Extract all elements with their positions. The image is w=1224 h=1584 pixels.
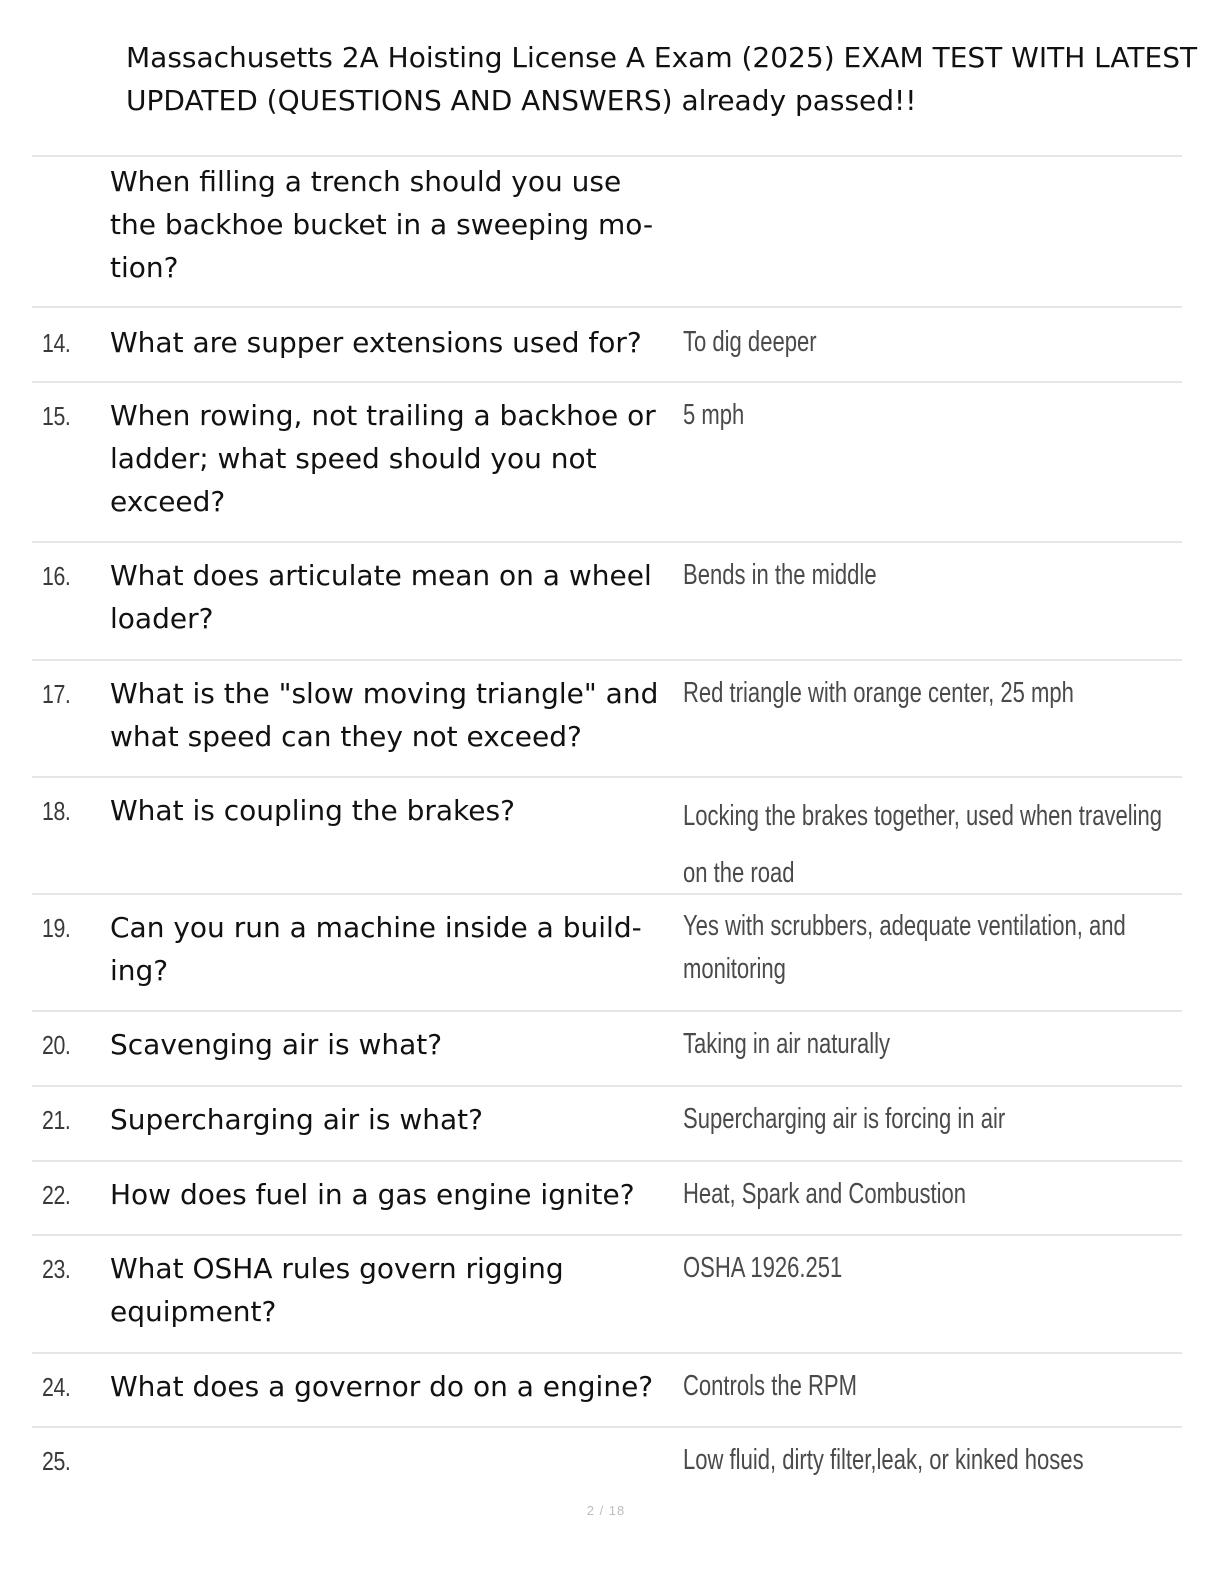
answer-text: Low fluid, dirty filter,leak, or kinked hoses <box>683 1444 1084 1476</box>
question-text: What does articulate mean on a wheel loader? <box>110 559 652 635</box>
row-number: 20. <box>42 1030 71 1060</box>
answer-text: Taking in air naturally <box>683 1028 891 1060</box>
row-number: 25. <box>42 1446 71 1476</box>
answer-text: Controls the RPM <box>683 1370 857 1402</box>
row-number: 16. <box>42 561 71 591</box>
question-text: Can you run a machine inside a build- ing? <box>110 911 642 987</box>
question-text: What is coupling the brakes? <box>110 794 515 827</box>
page-number: 2 / 18 <box>586 1503 626 1518</box>
question-text: When rowing, not trailing a backhoe or ladder; what speed should you not exceed? <box>110 399 656 518</box>
title-line-2: UPDATED (QUESTIONS AND ANSWERS) already passed!! <box>126 84 917 117</box>
question-text: Supercharging air is what? <box>110 1103 483 1136</box>
question-text: What is the "slow moving triangle" and what speed can they not exceed? <box>110 677 659 753</box>
table-row <box>32 659 1182 776</box>
answer-text: To dig deeper <box>683 326 817 358</box>
table-row <box>32 1234 1182 1352</box>
answer-text: Yes with scrubbers, adequate ventilation, and monitoring <box>683 910 1126 985</box>
table-row <box>32 893 1182 1010</box>
table-row <box>32 1085 1182 1160</box>
row-number: 18. <box>42 796 71 826</box>
table-row <box>32 155 1182 306</box>
row-number: 21. <box>42 1105 71 1135</box>
answer-text: Red triangle with orange center, 25 mph <box>683 677 1074 709</box>
answer-text: Bends in the middle <box>683 559 877 591</box>
row-number: 15. <box>42 401 71 431</box>
table-row <box>32 1426 1182 1496</box>
qa-table <box>32 155 1182 1496</box>
answer-text: Supercharging air is forcing in air <box>683 1103 1006 1135</box>
table-row <box>32 306 1182 381</box>
answer-text: OSHA 1926.251 <box>683 1252 843 1284</box>
table-row <box>32 1010 1182 1085</box>
title-line-1: Massachusetts 2A Hoisting License A Exam (2025) EXAM TEST WITH LATEST <box>126 41 1198 74</box>
question-text: Scavenging air is what? <box>110 1028 443 1061</box>
question-text: What does a governor do on a engine? <box>110 1370 654 1403</box>
question-text: What are supper extensions used for? <box>110 326 642 359</box>
table-row <box>32 381 1182 541</box>
row-number: 17. <box>42 679 71 709</box>
question-text: What OSHA rules govern rigging equipment? <box>110 1252 564 1328</box>
row-number: 23. <box>42 1254 71 1284</box>
row-number: 14. <box>42 328 71 358</box>
answer-text: Heat, Spark and Combustion <box>683 1178 967 1210</box>
document-title <box>126 36 1224 122</box>
answer-text: 5 mph <box>683 399 745 431</box>
row-number: 19. <box>42 913 71 943</box>
row-number: 22. <box>42 1180 71 1210</box>
table-row <box>32 1160 1182 1234</box>
question-text: When filling a trench should you use the backhoe bucket in a sweeping mo- tion? <box>110 165 654 284</box>
row-number: 24. <box>42 1372 71 1402</box>
table-row <box>32 541 1182 659</box>
table-row <box>32 1352 1182 1426</box>
answer-text: Locking the brakes together, used when traveling on the road <box>683 800 1163 889</box>
table-row <box>32 776 1182 893</box>
question-text: How does fuel in a gas engine ignite? <box>110 1178 635 1211</box>
